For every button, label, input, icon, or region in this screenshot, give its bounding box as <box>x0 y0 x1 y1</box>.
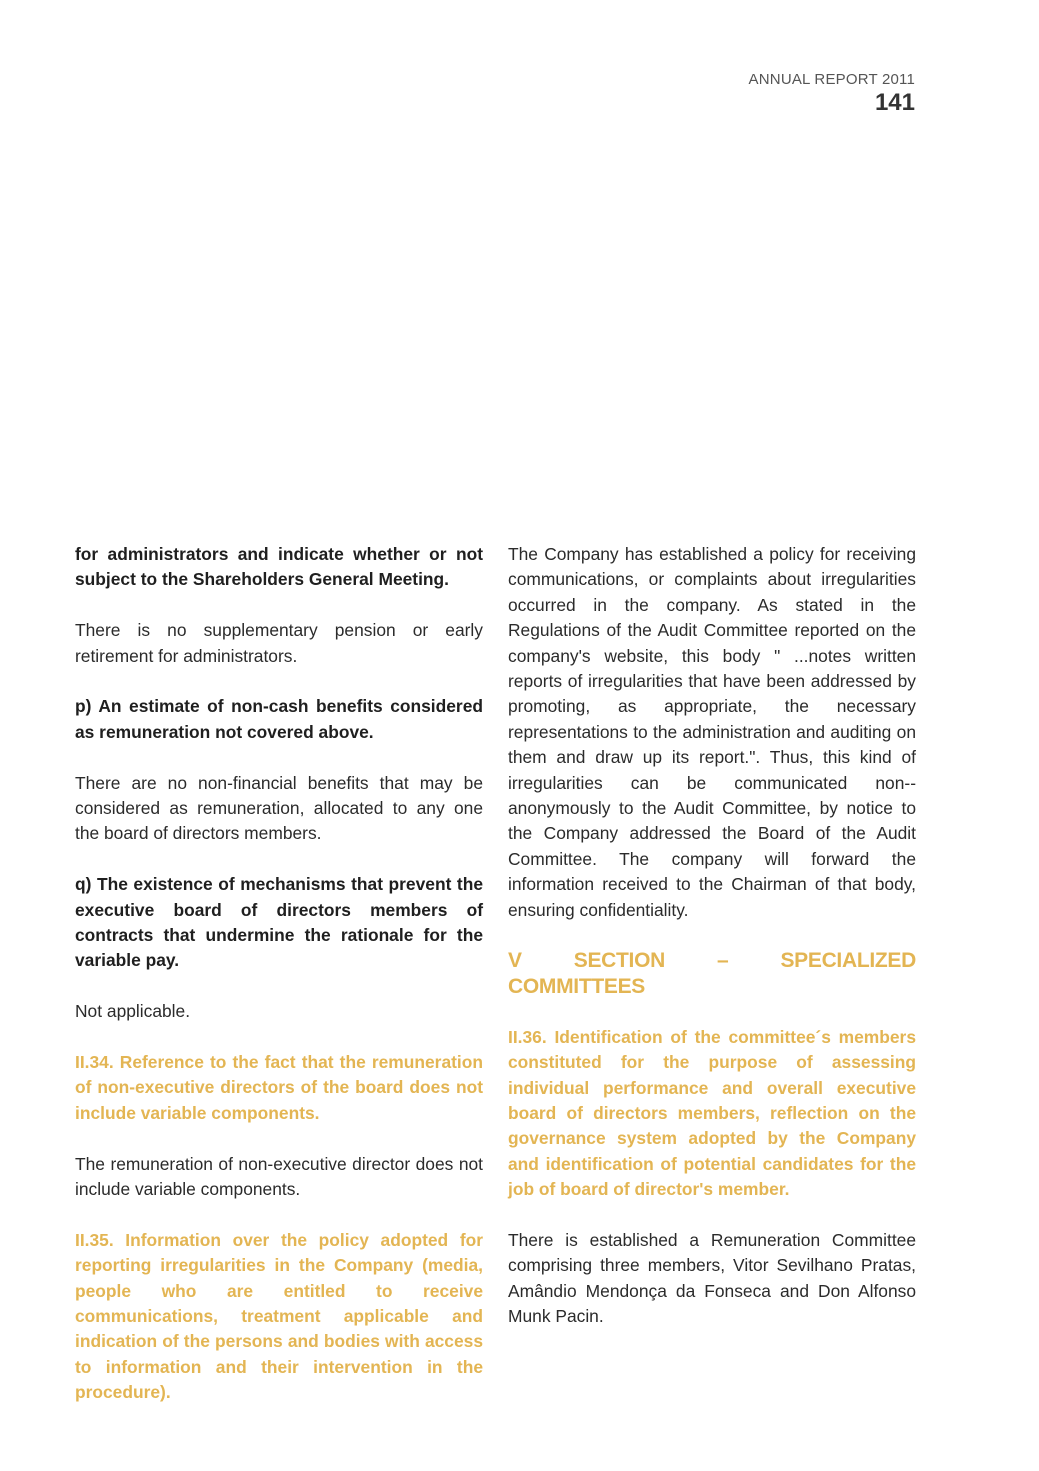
ii35-heading: II.35. Information over the policy adopted for reporting irregularities in the Company (media, people who are entitled to receive communications, treatment applicable and indication of the persons and bodies with access to information and their intervention in the procedure). <box>75 1229 483 1403</box>
page-header <box>749 70 915 116</box>
item-q-heading: q) The existence of mechanisms that prevent the executive board of directors members of contracts that undermine the rationale for the variable pay. <box>75 874 483 971</box>
report-title: ANNUAL REPORT 2011 <box>748 71 915 88</box>
ii36-heading: II.36. Identification of the committee´s members constituted for the purpose of assessing individual performance and overall executive board of directors members, reflection on the governance system adopted by the Company and identification of potential candidates for the job of board of director's member. <box>508 1026 916 1200</box>
item-p-text: There are no non-financial benefits that may be considered as remuneration, allocated to any one the board of directors members. <box>75 772 483 844</box>
ii35-text: The Company has established a policy for receiving communications, or complaints about irregularities occurred in the company. As stated in the Regulations of the Audit Committee reported on the company's website, this body " ...notes written reports of irregularities that have been addressed by promoting, as appropriate, the necessary representations to the administration and auditing on them and draw up its report.". Thus, this kind of irregularities can be communicated non--anonymously to the Audit Committee, by notice to the Company addressed the Board of the Audit Committee. The company will forward the information received to the Chairman of that body, ensuring confidentiality. <box>508 544 916 920</box>
page-number: 141 <box>874 89 915 116</box>
left-column <box>75 542 483 1406</box>
ii34-text: The remuneration of non-executive director does not include variable components. <box>75 1153 483 1200</box>
ii36-text: There is established a Remuneration Committee comprising three members, Vitor Sevilhano Pratas, Amândio Mendonça da Fonseca and Don Alfonso Munk Pacin. <box>508 1229 916 1327</box>
right-column <box>508 542 916 1330</box>
item-p-heading: p) An estimate of non-cash benefits considered as remuneration not covered above. <box>75 696 483 742</box>
pension-heading: for administrators and indicate whether or not subject to the Shareholders General Meeting. <box>75 544 483 590</box>
ii34-heading: II.34. Reference to the fact that the remuneration of non-executive directors of the board does not include variable components. <box>75 1052 483 1123</box>
pension-text: There is no supplementary pension or early retirement for administrators. <box>75 620 483 666</box>
section-title: V SECTION – SPECIALIZED COMMITTEES <box>508 949 916 998</box>
item-q-text: Not applicable. <box>75 1001 191 1022</box>
